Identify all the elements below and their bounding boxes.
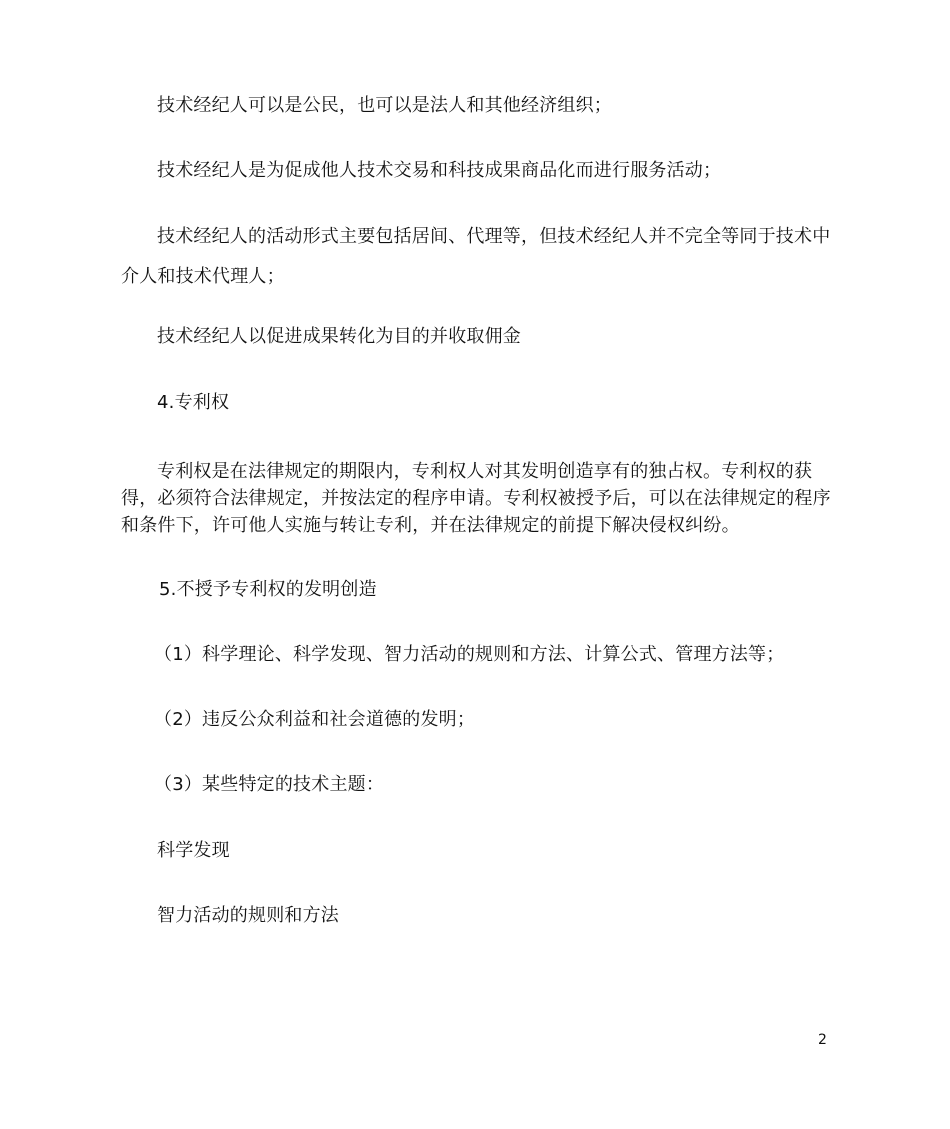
paragraph-broker-service: 技术经纪人是为促成他人技术交易和科技成果商品化而进行服务活动； bbox=[157, 160, 722, 181]
paragraph-broker-commission: 技术经纪人以促进成果转化为目的并收取佣金 bbox=[157, 326, 521, 347]
paragraph-patent-definition-text: 专利权是在法律规定的期限内，专利权人对其发明创造享有的独占权。专利权的获得，必须符合法律规定，并按法定的程序申请。专利权被授予后，可以在法律规定的程序和条件下，许可他人实施与转让专利，并在法律规定的前提下解决侵权纠纷。 bbox=[121, 461, 831, 536]
heading-patent-right: 4.专利权 bbox=[157, 392, 230, 413]
paragraph-patent-definition bbox=[121, 458, 833, 539]
list-item-3: （3）某些特定的技术主题： bbox=[154, 774, 385, 795]
list-item-2: （2）违反公众利益和社会道德的发明； bbox=[154, 709, 476, 730]
heading-non-patentable: 5.不授予专利权的发明创造 bbox=[159, 579, 377, 600]
paragraph-broker-activity bbox=[121, 217, 833, 297]
sub-item-intellectual-rules: 智力活动的规则和方法 bbox=[157, 905, 339, 926]
paragraph-broker-identity: 技术经纪人可以是公民，也可以是法人和其他经济组织； bbox=[157, 95, 612, 116]
list-item-1: （1）科学理论、科学发现、智力活动的规则和方法、计算公式、管理方法等； bbox=[154, 644, 785, 665]
sub-item-scientific-discovery: 科学发现 bbox=[157, 840, 230, 861]
paragraph-broker-activity-text: 技术经纪人的活动形式主要包括居间、代理等，但技术经纪人并不完全等同于技术中介人和技术代理人； bbox=[121, 226, 831, 287]
page-number: 2 bbox=[818, 1032, 827, 1048]
